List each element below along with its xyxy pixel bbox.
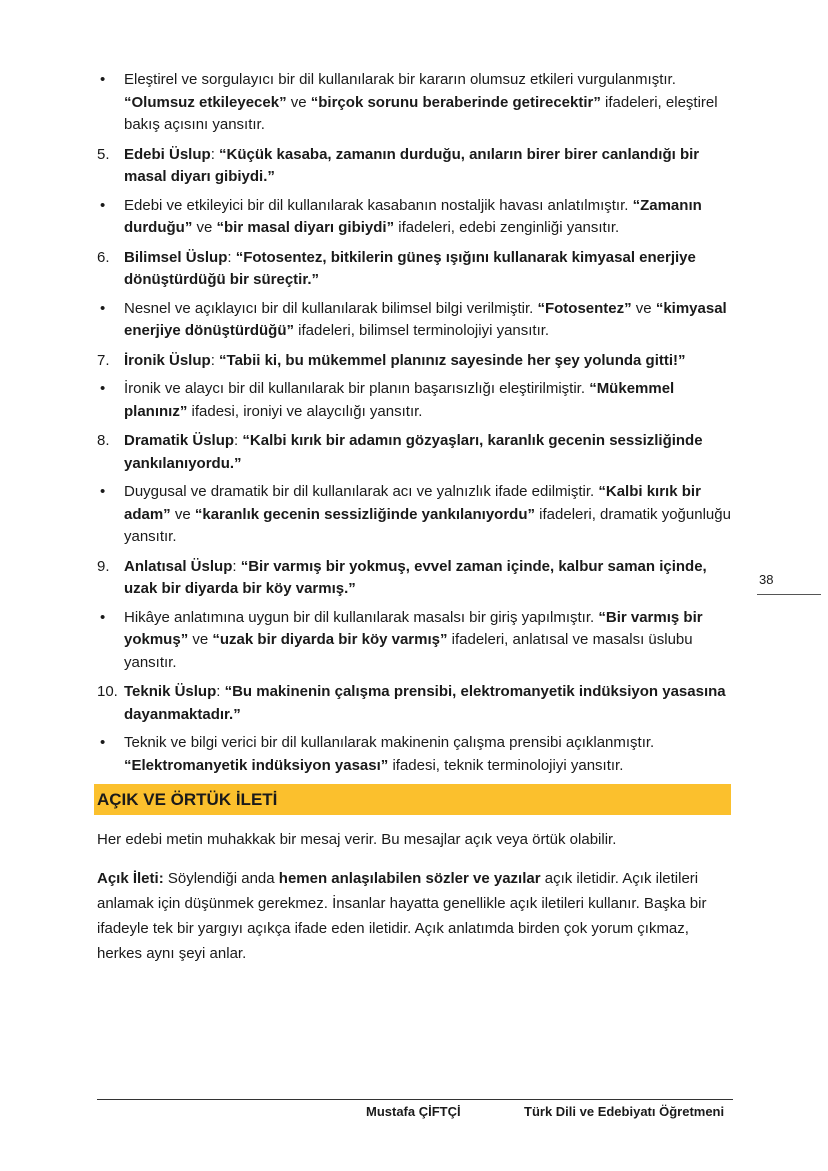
text-run: Söylendiği anda [163, 870, 279, 887]
numbered-item [97, 556, 737, 601]
bullet-marker: • [100, 196, 106, 214]
bullet-marker: • [100, 483, 106, 500]
text-run: ifadesi, teknik terminolojiyi yansıtır. [388, 756, 624, 774]
bold-text: “Olumsuz etkileyecek” [124, 93, 287, 111]
bullet-marker: • [100, 380, 106, 397]
item-number: 5. [97, 145, 110, 163]
text-run: ve [631, 299, 656, 317]
bullet-marker: • [100, 71, 106, 88]
text-run: Duygusal ve dramatik bir dil kullanılarak acı ve yalnızlık ifade edilmiştir. [124, 483, 599, 500]
text-run: : [227, 248, 236, 266]
section-heading: AÇIK VE ÖRTÜK İLETİ [94, 784, 731, 815]
text-run: ifadeleri, dramatik yoğunluğu yansıtır. [124, 505, 731, 545]
text-run: Teknik ve bilgi verici bir dil kullanılarak makinenin çalışma prensibi açıklanmıştır. [124, 734, 655, 751]
bullet-item [97, 481, 737, 549]
bold-text: “Kalbi kırık bir adam” [124, 483, 701, 523]
item-number: 10. [97, 683, 118, 700]
section-intro: Her edebi metin muhakkak bir mesaj verir. Bu mesajlar açık veya örtük olabilir. [97, 831, 617, 848]
page-number: 38 [759, 572, 774, 587]
bold-text: “Bir varmış bir yokmuş, evvel zaman içinde, kalbur saman içinde, uzak bir diyarda bir köy varmış.” [124, 557, 707, 597]
numbered-item [97, 430, 737, 475]
bold-text: Edebi Üslup [124, 145, 211, 163]
bullet-item [97, 732, 737, 777]
text-run: ifadeleri, eleştirel bakış açısını yansıtır. [124, 93, 718, 133]
bold-text: Teknik Üslup [124, 683, 217, 700]
bold-text: “karanlık gecenin sessizliğinde yankılanıyordu” [194, 505, 535, 523]
text-run: ifadeleri, bilimsel terminolojiyi yansıtır. [294, 322, 550, 339]
bold-text: İronik Üslup [124, 351, 211, 369]
footer-divider [97, 1099, 733, 1100]
text-run: ifadeleri, edebi zenginliği yansıtır. [394, 219, 620, 236]
bold-text: Açık İleti: [97, 870, 164, 887]
bold-text: “Bir varmış bir yokmuş” [124, 608, 703, 648]
text-run: : [210, 145, 220, 163]
bullet-item [97, 298, 737, 343]
item-number: 7. [97, 351, 110, 369]
numbered-item [97, 247, 737, 292]
section-paragraph [97, 866, 737, 966]
text-run: İronik ve alaycı bir dil kullanılarak bir planın başarısızlığı eleştirilmiştir. [124, 380, 590, 397]
bullet-marker: • [100, 734, 106, 751]
bold-text: hemen anlaşılabilen sözler ve yazılar [278, 870, 541, 887]
bold-text: “uzak bir diyarda bir köy varmış” [212, 631, 448, 648]
bold-text: “bir masal diyarı gibiydi” [216, 219, 395, 236]
text-run: açık iletidir. Açık iletileri anlamak için düşünmek gerekmez. İnsanlar hayatta genellikle açık iletileri kullanır. Başka bir ifadeyle tek bir yargıyı açıkça ifade eden iletidir. Açık anlatımda birden çok yorum çıkmaz, herkes aynı şeyi anlar. [97, 870, 707, 962]
footer-author: Mustafa ÇİFTÇİ [366, 1104, 461, 1119]
bullet-item [97, 607, 737, 675]
bold-text: “Bu makinenin çalışma prensibi, elektromanyetik indüksiyon yasasına dayanmaktadır.” [124, 683, 726, 723]
bullet-marker: • [100, 608, 106, 626]
text-run: ve [286, 93, 311, 111]
text-run: : [216, 683, 225, 700]
page-content [97, 69, 737, 966]
bold-text: “Elektromanyetik indüksiyon yasası” [124, 756, 389, 774]
item-number: 6. [97, 248, 110, 266]
text-run: Nesnel ve açıklayıcı bir dil kullanılarak bilimsel bilgi verilmiştir. [124, 299, 538, 317]
bold-text: Anlatısal Üslup [124, 557, 233, 575]
text-run: ve [192, 219, 217, 236]
bullet-item [97, 195, 737, 240]
bullet-item [97, 378, 737, 423]
item-number: 8. [97, 432, 110, 449]
text-run: : [210, 351, 220, 369]
text-run: : [234, 432, 243, 449]
bold-text: “Zamanın durduğu” [124, 196, 702, 236]
bold-text: “Fotosentez” [537, 299, 632, 317]
bold-text: Bilimsel Üslup [124, 248, 228, 266]
bullet-marker: • [100, 299, 106, 317]
numbered-item [97, 144, 737, 189]
bold-text: “Tabii ki, bu mükemmel planınız sayesinde her şey yolunda gitti!” [219, 351, 686, 369]
text-run: ve [170, 505, 195, 523]
text-run: ifadeleri, anlatısal ve masalsı üslubu yansıtır. [124, 631, 693, 671]
bold-text: Dramatik Üslup [124, 432, 235, 449]
text-run: : [232, 557, 241, 575]
bold-text: “Mükemmel planınız” [124, 380, 675, 420]
bold-text: “Fotosentez, bitkilerin güneş ışığını kullanarak kimyasal enerjiye dönüştürdüğü bir süreçtir.” [124, 248, 696, 288]
bold-text: “Kalbi kırık bir adamın gözyaşları, karanlık gecenin sessizliğinde yankılanıyordu.” [124, 432, 703, 472]
text-run: Edebi ve etkileyici bir dil kullanılarak kasabanın nostaljik havası anlatılmıştır. [124, 196, 633, 214]
footer-role: Türk Dili ve Edebiyatı Öğretmeni [524, 1104, 725, 1119]
list-blocks [97, 69, 737, 777]
text-run: ve [188, 631, 213, 648]
numbered-item [97, 681, 737, 726]
text-run: Eleştirel ve sorgulayıcı bir dil kullanılarak bir kararın olumsuz etkileri vurgulanmıştır. [124, 71, 676, 88]
text-run: Hikâye anlatımına uygun bir dil kullanılarak masalsı bir giriş yapılmıştır. [124, 608, 599, 626]
bullet-item [97, 69, 737, 137]
item-number: 9. [97, 557, 110, 575]
bold-text: “birçok sorunu beraberinde getirecektir” [310, 93, 601, 111]
page-number-divider [757, 594, 821, 595]
bold-text: “kimyasal enerjiye dönüştürdüğü” [124, 299, 727, 339]
text-run: ifadesi, ironiyi ve alaycılığı yansıtır. [187, 402, 423, 420]
numbered-item [97, 350, 737, 373]
bold-text: “Küçük kasaba, zamanın durduğu, anıların birer birer canlandığı bir masal diyarı gibiydi.” [124, 145, 700, 185]
